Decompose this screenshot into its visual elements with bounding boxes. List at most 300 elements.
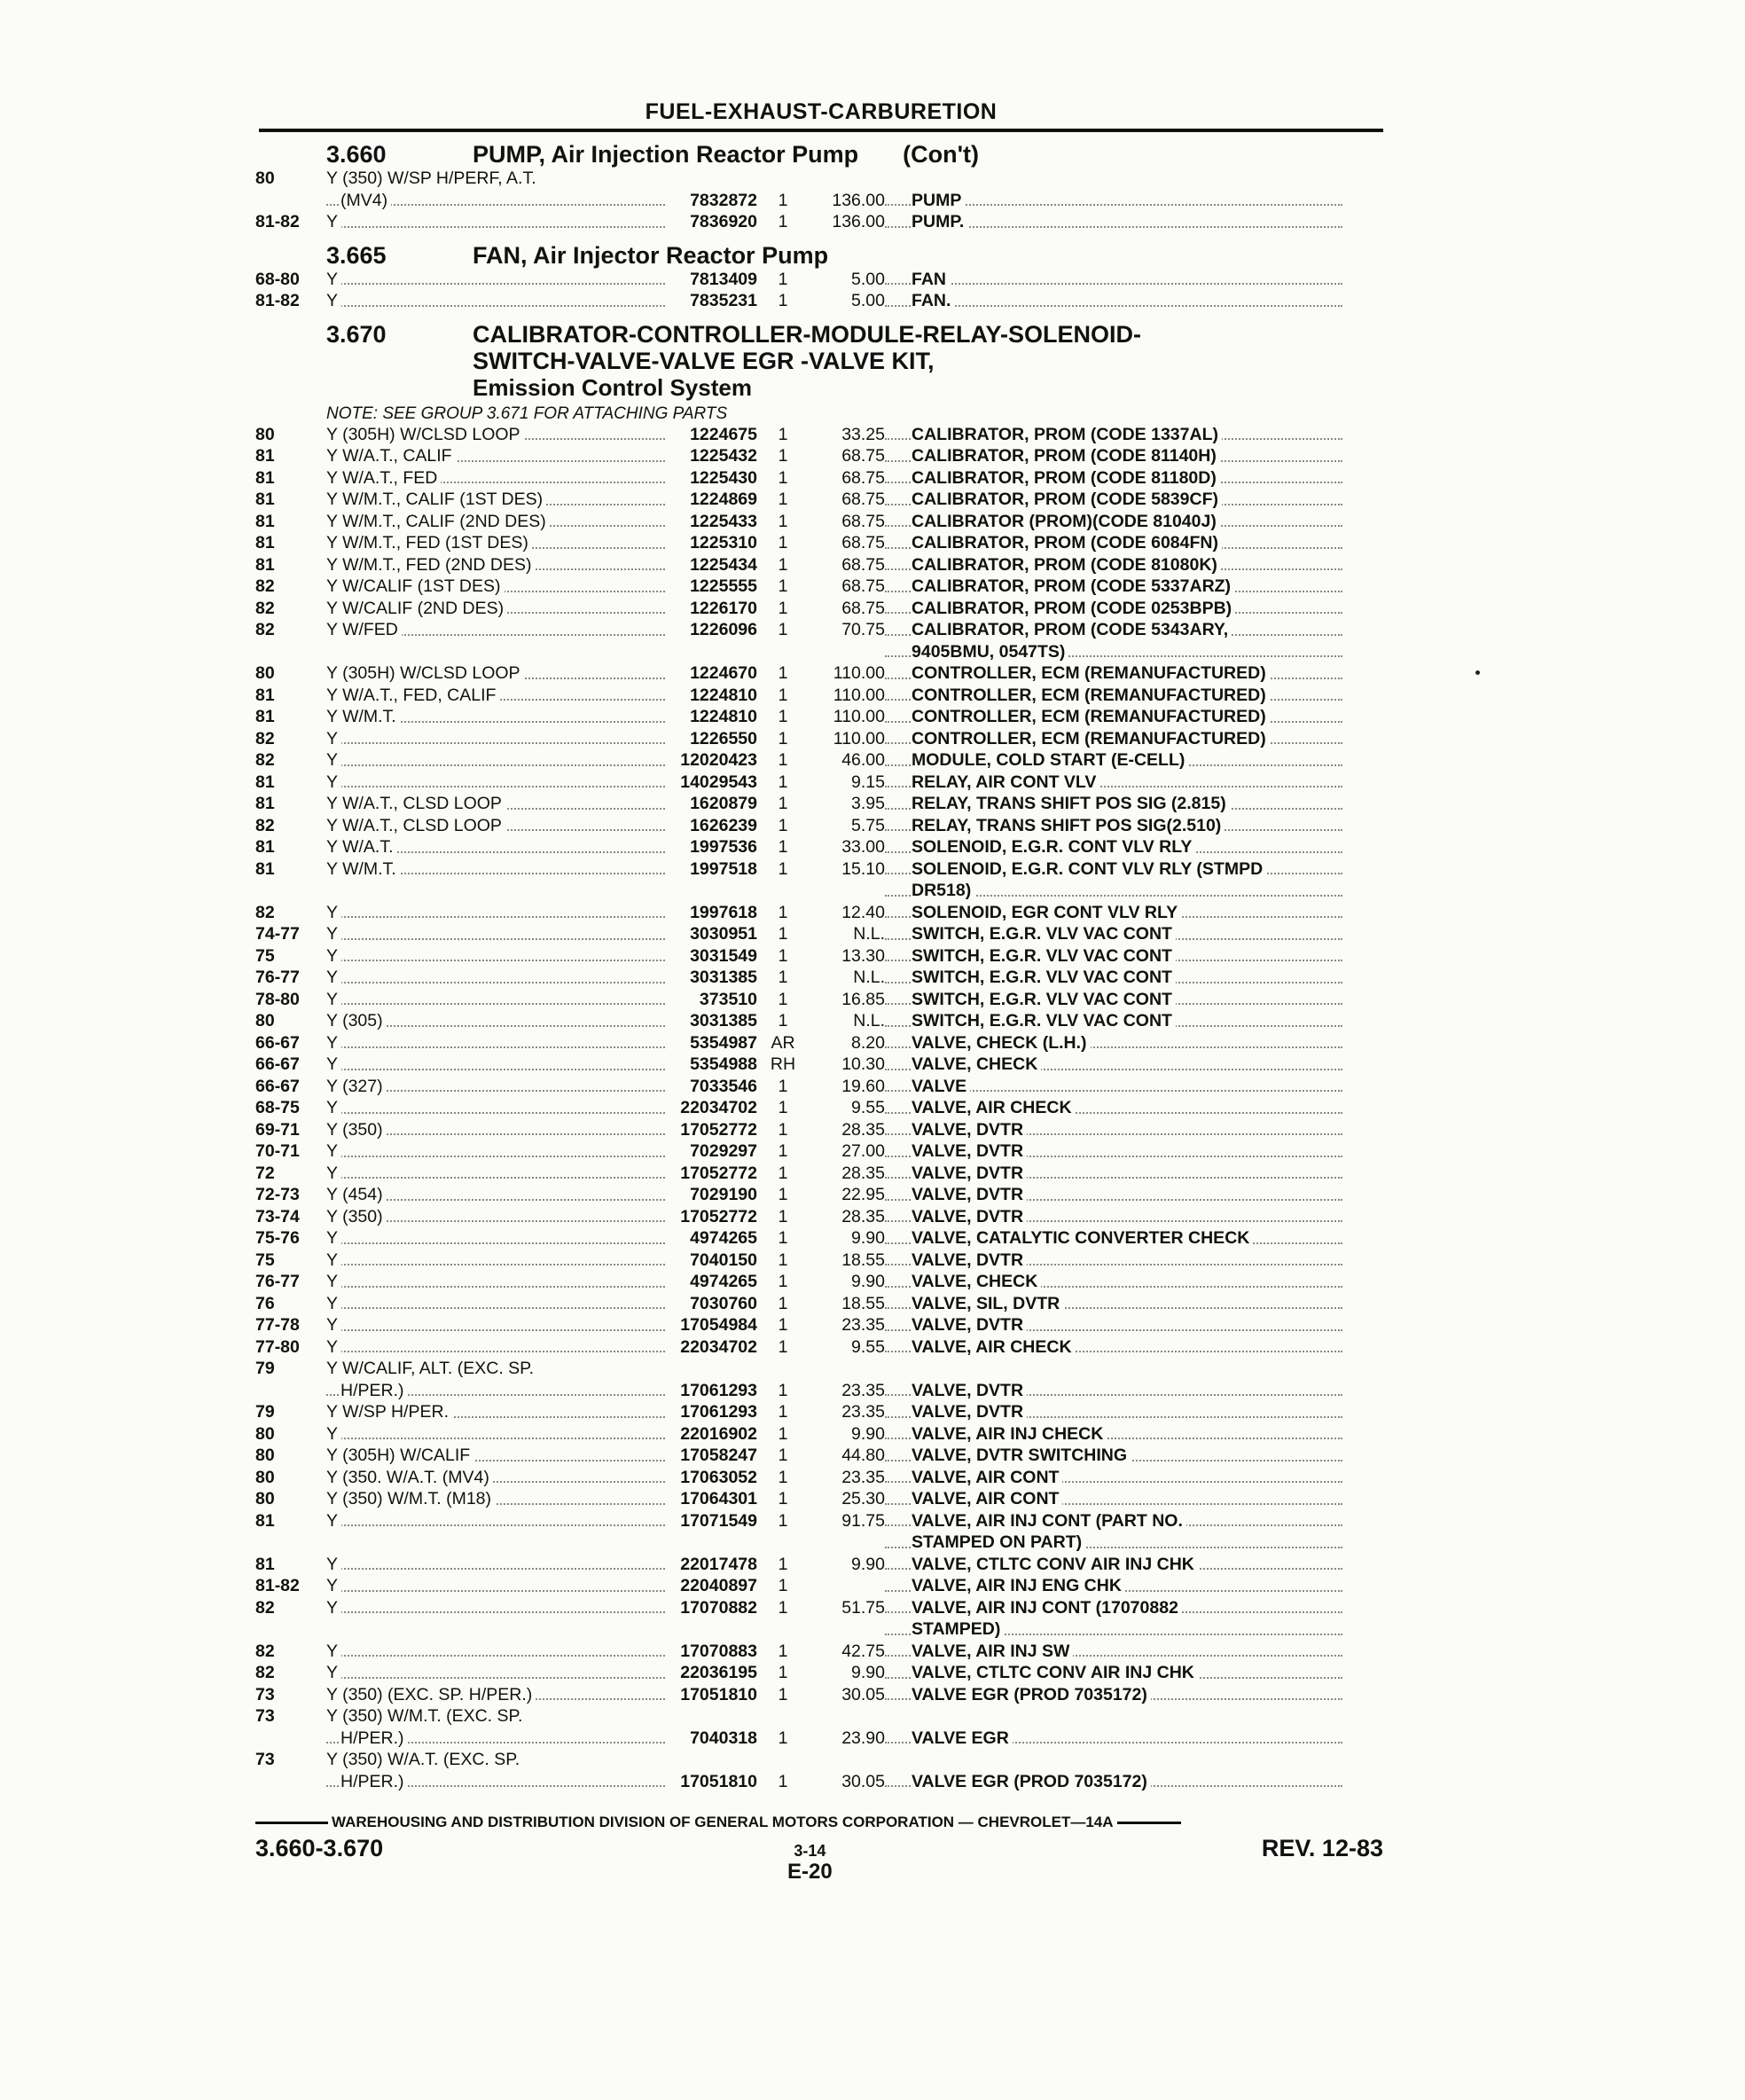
model-years-cell: 81: [255, 707, 275, 726]
section-number: 3.665: [326, 241, 387, 269]
parts-row: [255, 1445, 1383, 1467]
price-cell: N.L.: [853, 1011, 885, 1030]
quantity-cell: 1: [778, 1185, 788, 1204]
model-years-cell: 82: [255, 902, 275, 922]
price-cell: 68.75: [841, 446, 885, 466]
model-years-cell: 70-71: [255, 1141, 300, 1161]
description-cell: [885, 269, 1348, 291]
application-cell: [326, 1662, 670, 1684]
footer-page: [787, 1840, 833, 1884]
quantity-cell: [757, 1532, 809, 1554]
section-title-line: CALIBRATOR-CONTROLLER-MODULE-RELAY-SOLENOID-: [473, 320, 1141, 348]
application-text: Y: [326, 270, 341, 289]
parts-row: [255, 1010, 1383, 1032]
parts-row: [255, 1163, 1383, 1185]
price-cell: [809, 641, 885, 663]
parts-row: [255, 641, 1383, 663]
price-cell: 110.00: [833, 728, 885, 748]
application-text: Y: [326, 1294, 341, 1313]
dot-leader: [326, 1524, 665, 1526]
application-cell: [326, 1206, 670, 1228]
application-cell: [326, 1380, 670, 1402]
application-text: Y (350) (EXC. SP. H/PER.): [326, 1685, 536, 1704]
description-text: CONTROLLER, ECM (REMANUFACTURED): [912, 686, 1270, 705]
parts-row: [255, 1250, 1383, 1272]
part-number-cell: 22034702: [680, 1098, 757, 1117]
model-years-cell: 82: [255, 750, 275, 770]
quantity-cell: 1: [778, 1336, 788, 1357]
price-cell: N.L.: [853, 968, 885, 987]
parts-row: [255, 269, 1383, 291]
section-title: [473, 321, 1383, 401]
description-cell: [885, 168, 1348, 190]
model-years-cell: 73: [255, 1684, 275, 1704]
part-number-cell: 1620879: [690, 794, 757, 813]
part-number-cell: 17052772: [680, 1119, 757, 1140]
application-text: Y: [326, 1555, 341, 1574]
application-cell: [326, 1163, 670, 1185]
part-number-cell: 17063052: [680, 1467, 757, 1487]
part-number-cell: 1225434: [690, 554, 757, 575]
quantity-cell: 1: [778, 1380, 788, 1400]
description-text: VALVE, AIR CONT: [912, 1468, 1062, 1487]
quantity-cell: 1: [778, 1272, 788, 1291]
part-number-cell: 1224810: [690, 685, 757, 705]
dot-leader: [326, 1069, 665, 1070]
quantity-cell: 1: [778, 837, 788, 857]
price-cell: 5.75: [851, 815, 885, 835]
price-cell: 28.35: [841, 1206, 885, 1226]
application-cell: [326, 1771, 670, 1793]
parts-row: [255, 1358, 1383, 1380]
model-years-cell: 82: [255, 1597, 275, 1618]
parts-row: [255, 989, 1383, 1011]
footer-distributor: WAREHOUSING AND DISTRIBUTION DIVISION OF GENERAL MOTORS CORPORATION — CHEVROLET—14A: [332, 1814, 1114, 1830]
quantity-cell: [757, 880, 809, 902]
quantity-cell: 1: [778, 1489, 788, 1508]
description-text: VALVE, DVTR: [912, 1207, 1027, 1226]
description-cell: [885, 619, 1348, 641]
description-cell: [885, 467, 1348, 490]
part-number-cell: 7813409: [690, 269, 757, 289]
part-number-cell: 17051810: [680, 1684, 757, 1704]
application-text: Y: [326, 1576, 341, 1595]
description-text: VALVE, AIR INJ CHECK: [912, 1424, 1107, 1444]
application-text: Y W/A.T., CLSD LOOP: [326, 816, 505, 835]
price-cell: 12.40: [841, 902, 885, 922]
application-cell: [326, 1554, 670, 1576]
part-number-cell: 5354987: [690, 1032, 757, 1053]
model-years-cell: 77-78: [255, 1315, 300, 1335]
section-continued: (Con't): [903, 141, 979, 168]
price-cell: 15.10: [841, 858, 885, 879]
part-number-cell: 22040897: [680, 1576, 757, 1595]
parts-row: [255, 598, 1383, 620]
parts-row: [255, 706, 1383, 728]
model-years-cell: 81: [255, 772, 275, 792]
part-number-cell: 7040318: [690, 1728, 757, 1748]
description-text: CALIBRATOR, PROM (CODE 0253BPB): [912, 599, 1235, 618]
model-years-cell: 81: [255, 837, 275, 857]
dot-leader: [885, 283, 1342, 285]
model-years-cell: 80: [255, 1446, 275, 1465]
part-number-cell: 7033546: [690, 1076, 757, 1096]
model-years-cell: 79: [255, 1359, 275, 1378]
application-text: Y W/CALIF (1ST DES): [326, 576, 505, 596]
model-years-cell: 66-67: [255, 1076, 300, 1096]
application-text: Y: [326, 968, 341, 987]
description-text: VALVE EGR (PROD 7035172): [912, 1772, 1151, 1791]
parts-row: [255, 1032, 1383, 1054]
description-cell: [885, 1010, 1348, 1032]
model-years-cell: 82: [255, 598, 275, 618]
part-number-cell: [670, 1532, 757, 1554]
description-text: FAN: [912, 270, 950, 289]
description-text: RELAY, TRANS SHIFT POS SIG (2.815): [912, 794, 1230, 813]
application-cell: [326, 662, 670, 685]
application-cell: [326, 1467, 670, 1489]
application-text: Y W/CALIF, ALT. (EXC. SP.: [326, 1359, 537, 1378]
application-cell: [326, 1423, 670, 1446]
price-cell: 110.00: [833, 663, 885, 683]
application-text: Y W/M.T., FED (1ST DES): [326, 533, 532, 552]
description-text: CONTROLLER, ECM (REMANUFACTURED): [912, 707, 1270, 726]
description-text: VALVE, DVTR: [912, 1185, 1027, 1204]
model-years-cell: 73: [255, 1750, 275, 1769]
application-text: Y: [326, 924, 341, 944]
quantity-cell: [757, 1358, 809, 1380]
part-number-cell: 1997518: [690, 858, 757, 879]
dot-leader: [326, 1177, 665, 1179]
part-number-cell: 373510: [699, 989, 757, 1009]
description-cell: [885, 1032, 1348, 1054]
part-number-cell: 7835231: [690, 291, 757, 310]
model-years-cell: 80: [255, 1489, 275, 1508]
part-number-cell: 1226170: [690, 598, 757, 618]
price-cell: N.L.: [853, 924, 885, 944]
parts-row: [255, 728, 1383, 750]
part-number-cell: 17061293: [680, 1380, 757, 1400]
description-text: CALIBRATOR, PROM (CODE 5337ARZ): [912, 576, 1234, 596]
application-text: Y W/M.T.: [326, 707, 400, 726]
model-years-cell: [255, 1728, 326, 1750]
parts-row: [255, 1771, 1383, 1793]
application-text: Y: [326, 750, 341, 770]
model-years-cell: 74-77: [255, 924, 300, 944]
application-cell: [326, 190, 670, 212]
application-cell: [326, 1575, 670, 1597]
price-cell: 68.75: [841, 467, 885, 488]
part-number-cell: [670, 1749, 757, 1771]
quantity-cell: 1: [778, 1423, 788, 1444]
application-cell: [326, 1227, 670, 1250]
application-text: Y W/SP H/PER.: [326, 1402, 452, 1422]
quantity-cell: 1: [778, 924, 788, 944]
description-cell: [885, 532, 1348, 554]
part-number-cell: 22016902: [680, 1423, 757, 1444]
part-number-cell: 17070882: [680, 1597, 757, 1618]
model-years-cell: 66-67: [255, 1032, 300, 1053]
parts-row: [255, 1728, 1383, 1750]
catalog-page: [255, 99, 1383, 1897]
application-cell: [326, 1097, 670, 1119]
model-years-cell: 82: [255, 728, 275, 748]
parts-row: [255, 168, 1383, 190]
description-text: VALVE, CTLTC CONV AIR INJ CHK: [912, 1663, 1198, 1682]
application-text: Y: [326, 1337, 341, 1357]
application-text: Y: [326, 1250, 341, 1270]
quantity-cell: 1: [778, 190, 788, 210]
parts-row: [255, 190, 1383, 212]
application-text: Y: [326, 1598, 341, 1618]
parts-row: [255, 1705, 1383, 1728]
description-text: VALVE, AIR INJ CONT (PART NO.: [912, 1511, 1186, 1531]
description-cell: [885, 1401, 1348, 1423]
description-text: [912, 1706, 915, 1726]
application-text: Y: [326, 729, 341, 748]
model-years-cell: [255, 880, 326, 902]
description-text: CONTROLLER, ECM (REMANUFACTURED): [912, 729, 1270, 748]
quantity-cell: 1: [778, 1315, 788, 1335]
description-text: VALVE, DVTR SWITCHING: [912, 1446, 1131, 1465]
application-cell: [326, 576, 670, 598]
application-text: Y W/A.T.: [326, 837, 397, 857]
application-text: Y: [326, 212, 341, 231]
quantity-cell: 1: [778, 1076, 788, 1096]
section-number: 3.670: [326, 320, 387, 348]
application-text: [326, 881, 330, 900]
price-cell: 3.95: [851, 794, 885, 813]
description-text: CALIBRATOR, PROM (CODE 81180D): [912, 468, 1220, 488]
parts-row: [255, 1380, 1383, 1402]
application-cell: [326, 1032, 670, 1054]
dot-leader: [326, 305, 665, 307]
description-text: DR518): [912, 881, 974, 900]
dot-leader: [326, 1568, 665, 1570]
part-number-cell: 12020423: [680, 750, 757, 770]
application-cell: [326, 1749, 670, 1771]
part-number-cell: 1224869: [690, 490, 757, 509]
price-cell: 33.25: [841, 424, 885, 444]
description-cell: [885, 1641, 1348, 1663]
description-text: VALVE, DVTR: [912, 1381, 1027, 1400]
description-cell: [885, 211, 1348, 233]
model-years-cell: 80: [255, 1011, 275, 1030]
model-years-cell: 75-76: [255, 1228, 300, 1248]
parts-row: [255, 685, 1383, 707]
model-years-cell: 81: [255, 794, 275, 813]
parts-row: [255, 1618, 1383, 1641]
description-cell: [885, 511, 1348, 533]
dot-leader: [326, 1329, 665, 1331]
application-cell: [326, 619, 670, 641]
parts-row: [255, 445, 1383, 467]
model-years-cell: 81-82: [255, 1576, 300, 1595]
quantity-cell: 1: [778, 291, 788, 310]
description-cell: [885, 967, 1348, 989]
description-cell: [885, 1662, 1348, 1684]
catalog-section: [255, 242, 1383, 312]
description-text: SWITCH, E.G.R. VLV VAC CONT: [912, 990, 1176, 1009]
parts-row: [255, 1293, 1383, 1315]
quantity-cell: [757, 1749, 809, 1771]
application-text: Y: [326, 1424, 341, 1444]
part-number-cell: 1225555: [690, 576, 757, 596]
quantity-cell: 1: [778, 707, 788, 726]
quantity-cell: 1: [778, 269, 788, 289]
application-text: H/PER.): [340, 1381, 408, 1400]
part-number-cell: 22017478: [680, 1554, 757, 1574]
description-text: VALVE, AIR INJ SW: [912, 1642, 1073, 1661]
description-cell: [885, 1510, 1348, 1532]
part-number-cell: 17061293: [680, 1402, 757, 1422]
part-number-cell: 7029190: [690, 1185, 757, 1204]
description-cell: [885, 576, 1348, 598]
parts-row: [255, 1206, 1383, 1228]
quantity-cell: 1: [778, 858, 788, 879]
description-cell: [885, 1684, 1348, 1706]
part-number-cell: [670, 641, 757, 663]
application-text: Y: [326, 1511, 341, 1531]
application-text: H/PER.): [340, 1728, 408, 1748]
model-years-cell: 80: [255, 1467, 275, 1487]
model-years-cell: 76-77: [255, 1272, 300, 1291]
price-cell: [809, 880, 885, 902]
parts-row: [255, 967, 1383, 989]
quantity-cell: 1: [778, 1163, 788, 1183]
section-note: NOTE: SEE GROUP 3.671 FOR ATTACHING PARTS: [326, 404, 728, 423]
quantity-cell: 1: [778, 446, 788, 466]
quantity-cell: 1: [778, 1293, 788, 1313]
description-cell: [885, 1097, 1348, 1119]
description-cell: [885, 1618, 1348, 1641]
application-cell: [326, 511, 670, 533]
part-number-cell: 17052772: [680, 1163, 757, 1183]
description-cell: [885, 1054, 1348, 1076]
application-text: Y W/A.T., FED: [326, 468, 441, 488]
part-number-cell: [670, 168, 757, 190]
description-text: VALVE, AIR CHECK: [912, 1337, 1076, 1357]
application-text: [326, 1619, 330, 1639]
description-cell: [885, 1467, 1348, 1489]
description-text: VALVE: [912, 1077, 970, 1096]
model-years-cell: 75: [255, 1250, 275, 1270]
part-number-cell: 1225310: [690, 533, 757, 552]
part-number-cell: 7030760: [690, 1293, 757, 1313]
description-text: CONTROLLER, ECM (REMANUFACTURED): [912, 663, 1270, 683]
quantity-cell: 1: [778, 1141, 788, 1161]
price-cell: 68.75: [841, 490, 885, 509]
application-text: Y: [326, 291, 341, 310]
application-text: Y: [326, 1033, 341, 1053]
dot-leader: [326, 982, 665, 983]
price-cell: 5.00: [851, 269, 885, 289]
application-text: Y (305H) W/CALIF: [326, 1446, 473, 1465]
application-cell: [326, 1336, 670, 1359]
price-cell: 23.35: [841, 1402, 885, 1422]
description-cell: [885, 1749, 1348, 1771]
application-cell: [326, 1010, 670, 1032]
application-cell: [326, 923, 670, 945]
description-text: CALIBRATOR (PROM)(CODE 81040J): [912, 512, 1220, 531]
dot-leader: [326, 786, 665, 788]
price-cell: 110.00: [833, 707, 885, 726]
part-number-cell: 1224670: [690, 663, 757, 683]
application-text: Y: [326, 772, 341, 792]
price-cell: 51.75: [841, 1597, 885, 1618]
quantity-cell: 1: [778, 1446, 788, 1465]
description-cell: [885, 1575, 1348, 1597]
footer-revision: REV. 12-83: [1261, 1835, 1383, 1861]
price-cell: 68.75: [841, 511, 885, 531]
parts-row: [255, 749, 1383, 772]
application-text: (MV4): [340, 191, 391, 210]
part-number-cell: 3031385: [690, 1011, 757, 1030]
model-years-cell: 82: [255, 620, 275, 639]
application-cell: [326, 1488, 670, 1510]
application-text: Y: [326, 1098, 341, 1117]
description-cell: [885, 1380, 1348, 1402]
description-cell: [885, 290, 1348, 312]
description-cell: [885, 1532, 1348, 1554]
description-text: SOLENOID, EGR CONT VLV RLY: [912, 903, 1181, 922]
parts-row: [255, 880, 1383, 902]
quantity-cell: 1: [778, 815, 788, 835]
part-number-cell: 1997618: [690, 902, 757, 922]
quantity-cell: 1: [778, 685, 788, 705]
dot-leader: [326, 1264, 665, 1265]
description-text: VALVE, DVTR: [912, 1120, 1027, 1140]
description-cell: [885, 772, 1348, 794]
description-text: CALIBRATOR, PROM (CODE 1337AL): [912, 425, 1222, 444]
price-cell: 28.35: [841, 1119, 885, 1140]
quantity-cell: AR: [771, 1032, 795, 1053]
application-cell: [326, 1119, 670, 1141]
description-text: VALVE, CTLTC CONV AIR INJ CHK: [912, 1555, 1198, 1574]
model-years-cell: 81-82: [255, 212, 300, 231]
price-cell: 68.75: [841, 598, 885, 618]
dot-leader: [326, 1156, 665, 1157]
price-cell: 9.55: [851, 1336, 885, 1357]
description-cell: [885, 989, 1348, 1011]
description-text: STAMPED): [912, 1619, 1004, 1639]
price-cell: 46.00: [841, 750, 885, 770]
description-cell: [885, 424, 1348, 446]
price-cell: 23.35: [841, 1467, 885, 1487]
description-cell: [885, 190, 1348, 212]
price-cell: 16.85: [841, 989, 885, 1009]
application-cell: [326, 793, 670, 815]
application-text: Y: [326, 1663, 341, 1682]
parts-row: [255, 1467, 1383, 1489]
price-cell: 44.80: [841, 1446, 885, 1465]
model-years-cell: 82: [255, 1663, 275, 1682]
description-cell: [885, 815, 1348, 837]
parts-row: [255, 1597, 1383, 1619]
model-years-cell: 81: [255, 533, 275, 552]
application-cell: [326, 772, 670, 794]
parts-row: [255, 1336, 1383, 1359]
parts-row: [255, 511, 1383, 533]
description-cell: [885, 1423, 1348, 1446]
quantity-cell: 1: [778, 1641, 788, 1661]
description-cell: [885, 1163, 1348, 1185]
application-text: Y: [326, 990, 341, 1009]
quantity-cell: 1: [778, 1554, 788, 1574]
model-years-cell: 81: [255, 511, 275, 531]
quantity-cell: 1: [778, 533, 788, 552]
model-years-cell: [255, 1532, 326, 1554]
